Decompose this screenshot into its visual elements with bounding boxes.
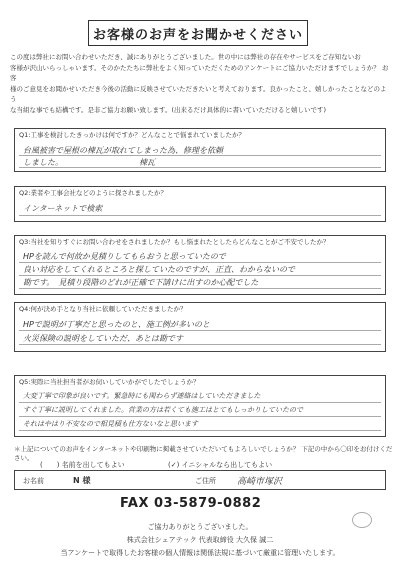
intro-line: 様のご意見をお聞かせいただき今後の活動に反映させていただきたいと考えております。良かったこと、嬉しかったことなどのよう [10, 84, 387, 103]
address-label: ご住所 [195, 477, 216, 485]
question-box-q4 [14, 302, 386, 352]
company-text: 株式会社シェアテック 代表取締役 大久保 誠二 [126, 536, 274, 544]
answer-line: HPで説明が丁寧だと思ったのと、施工例が多いのと [23, 320, 210, 329]
answer-line: それはやはり不安なので相見積も仕方ないなと思います [23, 420, 198, 428]
page-title: お客様のお声をお聞かせください [88, 20, 308, 46]
answer-line: 台風被害で屋根の棟瓦が取れてしまった為、修理を依頼 [23, 146, 223, 155]
intro-line: な当組な事でも結構です。是非ご協力お願い致します。(出来るだけ具体的に書いていただけると嬉しいです) [10, 105, 327, 114]
question-box-q5 [14, 375, 386, 437]
fax-number: FAX 03-5879-0882 [120, 496, 262, 511]
question-box-q1 [14, 128, 386, 172]
consent-option-initial[interactable]: (✓) イニシャルなら出してもよい [168, 461, 273, 469]
answer-line: HPを読んで何故か見積りしてもらおうと思っていたので [23, 252, 226, 261]
question-box-q2 [14, 186, 386, 222]
stamp-mark-icon [352, 512, 372, 528]
privacy-footer: 当アンケートで取得したお客様の個人情報は関係法規に基づいて厳重に管理いたします。 [60, 549, 340, 557]
thanks-text: ご協力ありがとうございました。 [147, 523, 253, 531]
intro-text [10, 52, 390, 115]
question-title-q4: Q4:何が決め手となり当社に依頼していただきましたか？ [19, 305, 187, 313]
question-title-q1: Q1:工事を検討したきっかけは何ですか？どんなことで悩まれていましたか？ [19, 131, 245, 139]
name-value: N 様 [73, 476, 91, 485]
consent-question: ＊上記についてのお声をインターネットや印刷物に掲載させていただいてもよろしいでしょうか？ 下記の中から〇印をお付けください。 [14, 445, 393, 462]
intro-line: 客様が沢山いらっしゃいます。そのかたたちに弊社をよく知っていただくためのアンケートにご協力いただけますでしょうか？ お客 [10, 63, 389, 82]
check-mark-icon: ✓ [170, 461, 177, 469]
answer-line: 良い対応をしてくれるところと探していたのですが、正直、わからないので [23, 265, 295, 274]
option-label: 名前を出してもよい [61, 461, 125, 469]
question-title-q3: Q3:当社を知りすぐにお問い合わせをされましたか？もし悩まれたとしたらどんなことがご不安でしたか？ [19, 238, 330, 246]
answer-line: インターネットで検索 [23, 204, 103, 213]
answer-line: 大変丁寧で印象が良いです。緊急時にも関わらず連絡はしていただきました [23, 392, 261, 400]
answer-line: 火災保険の説明をしていただ、あとは勘です [23, 334, 183, 343]
address-value: 高崎市塚沢 [237, 477, 283, 487]
answer-line: しました。 棟瓦 [23, 158, 155, 167]
name-label: お名前 [23, 477, 44, 485]
option-label: イニシャルなら出してもよい [181, 461, 273, 469]
question-title-q2: Q2:業者や工事会社などのように探されましたか？ [19, 189, 167, 197]
answer-line: すぐ丁寧に説明してくれました。営業の方は若くても施工はとてもしっかりしていたので [23, 406, 303, 414]
intro-line: この度は弊社にお問い合わせいただき、誠にありがとうございました。世の中には弊社の存在やサービスをご存知ないお [10, 53, 361, 61]
consent-option-name[interactable]: ( ) 名前を出してもよい [40, 461, 125, 469]
question-title-q5: Q5:実際に当社担当者がお伺いしていかがでしたでしょうか？ [19, 378, 200, 386]
answer-line: 勘です。 見積り段階のどれが正確で下請けに出すのか心配でした [23, 278, 259, 287]
question-box-q3 [14, 235, 386, 295]
name-address-box [14, 470, 386, 490]
